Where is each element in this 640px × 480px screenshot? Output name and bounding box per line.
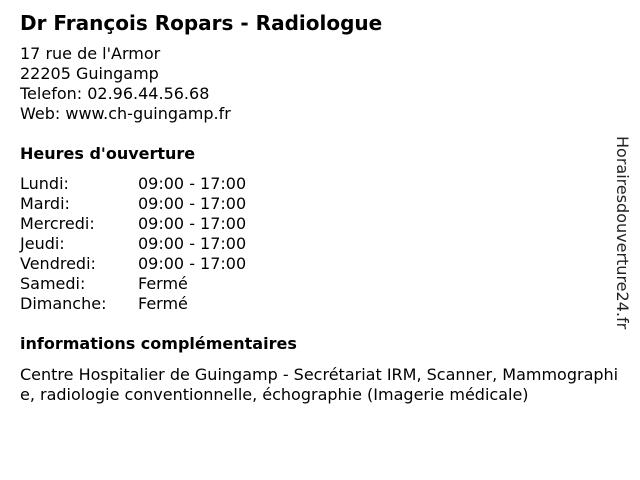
day-label: Vendredi: xyxy=(20,254,96,273)
page-title: Dr François Ropars - Radiologue xyxy=(20,11,383,35)
time-value: 09:00 - 17:00 xyxy=(138,214,247,233)
opening-hours-heading: Heures d'ouverture xyxy=(20,144,196,163)
day-label: Mardi: xyxy=(20,194,70,213)
time-value: 09:00 - 17:00 xyxy=(138,194,247,213)
day-label: Dimanche: xyxy=(20,294,107,313)
hours-row-wednesday xyxy=(20,214,246,234)
website-link[interactable]: Web: www.ch-guingamp.fr xyxy=(20,104,231,123)
time-value: 09:00 - 17:00 xyxy=(138,174,247,193)
time-value: 09:00 - 17:00 xyxy=(138,234,247,253)
time-value: 09:00 - 17:00 xyxy=(138,254,247,273)
day-label: Samedi: xyxy=(20,274,86,293)
address-block xyxy=(20,44,231,124)
hours-row-tuesday xyxy=(20,194,246,214)
site-watermark: Horairesdouverture24.fr xyxy=(613,136,632,330)
hours-row-thursday xyxy=(20,234,246,254)
street-address: 17 rue de l'Armor xyxy=(20,44,161,63)
time-value: Fermé xyxy=(138,294,188,313)
time-value: Fermé xyxy=(138,274,188,293)
hours-row-saturday xyxy=(20,274,246,294)
hours-row-sunday xyxy=(20,294,246,314)
hours-row-monday xyxy=(20,174,246,194)
phone-number: Telefon: 02.96.44.56.68 xyxy=(20,84,210,103)
day-label: Lundi: xyxy=(20,174,69,193)
day-label: Mercredi: xyxy=(20,214,95,233)
additional-info-text: Centre Hospitalier de Guingamp - Secrétariat IRM, Scanner, Mammographie, radiologie conventionnelle, échographie (Imagerie médicale) xyxy=(20,365,619,404)
hours-row-friday xyxy=(20,254,246,274)
day-label: Jeudi: xyxy=(20,234,65,253)
city-postcode: 22205 Guingamp xyxy=(20,64,159,83)
additional-info-heading: informations complémentaires xyxy=(20,334,297,353)
opening-hours-table xyxy=(20,174,246,314)
